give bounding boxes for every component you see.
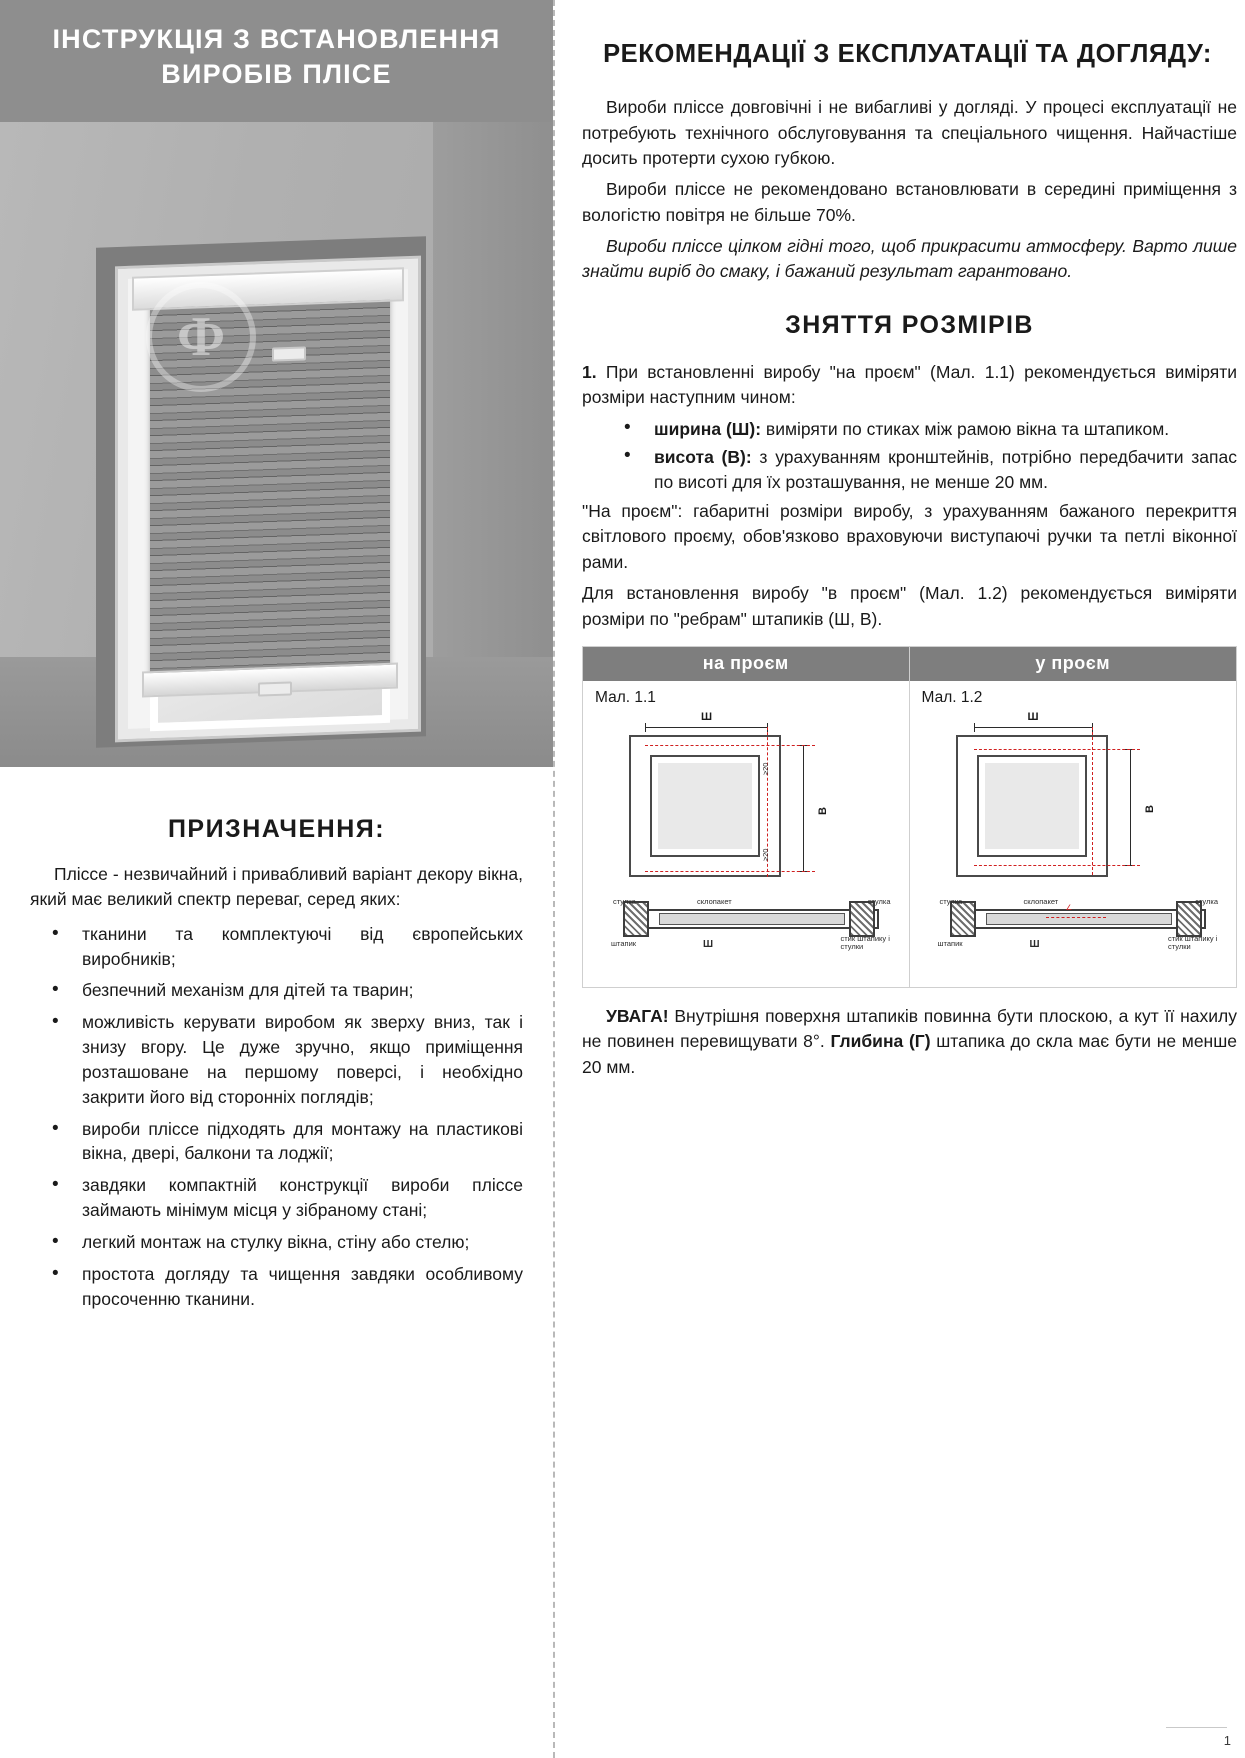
care-paragraph-3: Вироби пліссе цілком гідні того, щоб прикрасити атмосферу. Варто лише знайти виріб до смаку, і бажаний результат гарантовано. bbox=[582, 236, 1237, 282]
term-width-desc: виміряти по стиках між рамою вікна та штапиком. bbox=[761, 418, 1170, 439]
section-label-right: стулка bbox=[867, 896, 891, 906]
purpose-heading: ПРИЗНАЧЕННЯ: bbox=[167, 815, 386, 843]
dim-height-line bbox=[1130, 749, 1131, 865]
figure-table bbox=[582, 646, 1237, 988]
guide-red-top bbox=[645, 745, 815, 746]
care-heading: РЕКОМЕНДАЦІЇ З ЕКСПЛУАТАЦІЇ ТА ДОГЛЯДУ: bbox=[603, 40, 1212, 68]
figure-cell-onto bbox=[583, 647, 910, 987]
figure-header-onto: на проєм bbox=[583, 647, 909, 681]
footer-rule bbox=[1166, 1727, 1227, 1728]
figure-window-sash bbox=[979, 757, 1085, 855]
blind-handle-top-icon bbox=[272, 346, 306, 361]
offset-top-label: ≥20 bbox=[761, 762, 770, 775]
right-text-body bbox=[570, 95, 1245, 1080]
guide-red-right bbox=[1092, 727, 1093, 875]
term-width: ширина (Ш): bbox=[654, 418, 762, 439]
dim-height-label: В bbox=[1143, 804, 1156, 813]
dim-width-line bbox=[974, 727, 1092, 728]
section-hatch-right bbox=[849, 901, 875, 937]
list-item: • завдяки компактній конструкції вироби пліссе займають мінімум місця у зібраному стані; bbox=[30, 1173, 523, 1223]
measurement-heading: ЗНЯТТЯ РОЗМІРІВ bbox=[785, 310, 1034, 339]
list-item: • безпечний механізм для дітей та тварин; bbox=[30, 978, 523, 1003]
section-hatch-right bbox=[1176, 901, 1202, 937]
measurement-step-1 bbox=[582, 360, 1237, 411]
list-item: • тканини та комплектуючі від європейських виробників; bbox=[30, 922, 523, 972]
right-column bbox=[570, 0, 1245, 1758]
dim-width-tick-left bbox=[974, 723, 975, 732]
figure-window-sash bbox=[652, 757, 758, 855]
left-text-body bbox=[0, 767, 553, 1312]
care-paragraph-2: Вироби пліссе не рекомендовано встановлювати в середині приміщення з вологістю повітря не більше 70%. bbox=[582, 179, 1237, 225]
section-label-left: стулка bbox=[939, 896, 963, 906]
section-sub-width: Ш bbox=[1029, 938, 1040, 950]
step-number: 1. bbox=[582, 361, 597, 382]
product-photo bbox=[0, 122, 553, 767]
dim-width-label: Ш bbox=[701, 710, 713, 723]
section-hatch-left bbox=[950, 901, 976, 937]
section-glass-unit bbox=[659, 913, 845, 925]
care-paragraph-1: Вироби пліссе довговічні і не вибагливі у догляді. У процесі експлуатації не потребують технічного обслуговування та спеціального чищення. Найчастіше досить протерти сухою губкою. bbox=[582, 97, 1237, 168]
term-height: висота (В): bbox=[654, 447, 752, 468]
purpose-intro: Пліссе - незвичайний і привабливий варіант декору вікна, який має великий спектр переваг, серед яких: bbox=[30, 864, 523, 909]
figure-art-into bbox=[916, 709, 1231, 981]
list-item: • легкий монтаж на стулку вікна, стіну або стелю; bbox=[30, 1230, 523, 1255]
step-text: При встановленні виробу "на проєм" (Мал. 1.1) рекомендується виміряти розміри наступним чином: bbox=[582, 361, 1237, 408]
figure-window-outer bbox=[958, 737, 1106, 875]
section-sub-width: Ш bbox=[703, 938, 714, 950]
dim-width-tick-left bbox=[645, 723, 646, 732]
dim-width-line bbox=[645, 727, 767, 728]
section-sub-shtapik: штапик bbox=[937, 938, 963, 948]
measurement-note-onto: "На проєм": габаритні розміри виробу, з урахуванням бажаного перекриття світлового проєму, обов'язково враховуючи виступаючі ручки та петлі віконної рами. bbox=[582, 501, 1237, 572]
guide-red-top bbox=[974, 749, 1140, 750]
list-item bbox=[582, 417, 1237, 442]
warning-lead: УВАГА! bbox=[606, 1005, 669, 1026]
watermark-logo bbox=[146, 282, 256, 392]
section-glass-unit bbox=[986, 913, 1173, 925]
left-column bbox=[0, 0, 553, 1758]
warning-note bbox=[582, 1004, 1237, 1080]
dim-width-label: Ш bbox=[1027, 710, 1039, 723]
warning-text-2: штапика до скла має бути не менше 20 мм. bbox=[582, 1031, 1237, 1077]
guide-red-bottom bbox=[974, 865, 1140, 866]
document-title-banner bbox=[0, 0, 553, 122]
section-hatch-left bbox=[623, 901, 649, 937]
section-sub-shtapik: штапик bbox=[611, 938, 637, 948]
measurement-note-into: Для встановлення виробу "в проєм" (Мал. 1.2) рекомендується виміряти розміри по "ребрам" штапиків (Ш, В). bbox=[582, 583, 1237, 629]
page-title: ІНСТРУКЦІЯ З ВСТАНОВЛЕННЯ ВИРОБІВ ПЛІСЕ bbox=[52, 24, 501, 89]
section-angle-guide bbox=[1046, 917, 1106, 918]
watermark-logo-secondary bbox=[1015, 1348, 1125, 1458]
list-item: • вироби пліссе підходять для монтажу на пластикові вікна, двері, балкони та лоджії; bbox=[30, 1117, 523, 1167]
dim-height-line bbox=[803, 745, 804, 871]
section-label-glass: склопакет bbox=[1023, 896, 1059, 906]
figure-label-into: Мал. 1.2 bbox=[921, 688, 983, 706]
figure-section-into bbox=[926, 895, 1225, 952]
figure-header-into: у проєм bbox=[910, 647, 1237, 681]
purpose-list bbox=[30, 922, 523, 1312]
offset-bottom-label: ≥20 bbox=[761, 848, 770, 861]
figure-window-outer bbox=[631, 737, 779, 875]
section-sub-joint: стик штапику і стулки bbox=[840, 933, 890, 952]
section-label-right: стулка bbox=[1195, 896, 1218, 906]
blind-handle-bottom-icon bbox=[258, 681, 292, 696]
dim-height-label: В bbox=[817, 806, 829, 815]
warning-text-1: Внутрішня поверхня штапиків повинна бути плоскою, а кут її нахилу не повинен перевищувати 8°. bbox=[582, 1005, 1237, 1052]
guide-red-bottom bbox=[645, 871, 815, 872]
figure-label-onto: Мал. 1.1 bbox=[595, 688, 656, 706]
figure-art-onto bbox=[589, 709, 903, 981]
list-item bbox=[582, 445, 1237, 495]
list-item: • простота догляду та чищення завдяки особливому просоченню тканини. bbox=[30, 1262, 523, 1312]
section-label-glass: склопакет bbox=[697, 896, 732, 906]
term-height-desc: з урахуванням кронштейнів, потрібно передбачити запас по висоті для їх розташування, не менше 20 мм. bbox=[654, 447, 1238, 493]
watermark-letter: Ф bbox=[1045, 1372, 1095, 1434]
watermark-letter: Ф bbox=[176, 306, 226, 368]
column-divider bbox=[553, 0, 555, 1758]
list-item: • можливість керувати виробом як зверху вниз, так і знизу вгору. Це дуже зручно, якщо приміщення розташоване на першому поверсі, і необхідно закрити його від сторонніх поглядів; bbox=[30, 1010, 523, 1109]
figure-cell-into bbox=[910, 647, 1237, 987]
section-sub-joint: стик штапику і стулки bbox=[1168, 933, 1218, 952]
figure-section-onto bbox=[599, 895, 897, 952]
section-label-left: стулка bbox=[613, 896, 636, 906]
measurement-list bbox=[582, 417, 1237, 496]
page-number: 1 bbox=[1223, 1733, 1231, 1748]
warning-term-depth: Глибина (Г) bbox=[830, 1031, 931, 1052]
angle-marker-icon: ∠ bbox=[1065, 902, 1073, 912]
